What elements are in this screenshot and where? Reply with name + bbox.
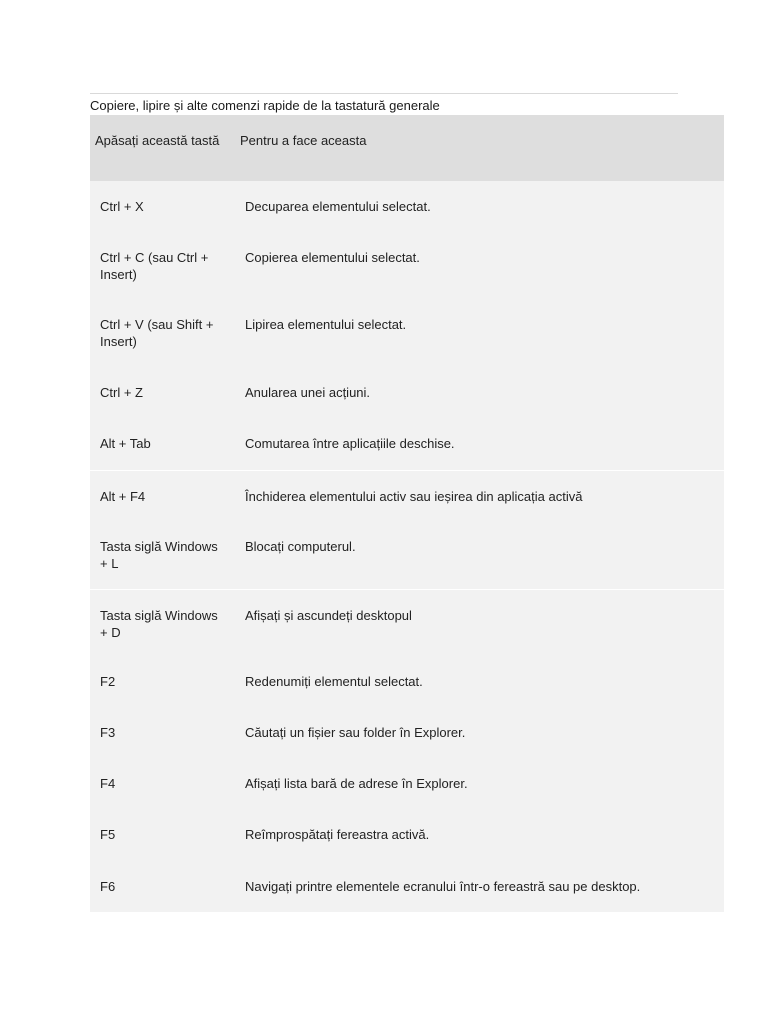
shortcut-action: Închiderea elementului activ sau ieșirea din aplicația activă [235,470,724,521]
shortcut-action: Redenumiți elementul selectat. [245,674,423,689]
table-row [90,181,724,232]
shortcut-table [90,115,724,912]
table-row [90,418,724,470]
shortcut-action: Anularea unei acțiuni. [245,385,371,400]
shortcut-action: Reîmprospătați fereastra activă. [245,827,430,842]
table-row [90,861,724,912]
table-row [90,367,724,418]
shortcut-key: F4 [100,776,116,791]
shortcut-action: Copierea elementului selectat. [245,250,420,265]
shortcut-key: Ctrl + Z [100,385,143,400]
shortcut-action: Blocați computerul. [245,539,356,554]
shortcut-action: Comutarea între aplicațiile deschise. [245,436,455,451]
table-row [90,299,724,367]
shortcut-key: F5 [100,827,116,842]
top-divider [90,93,678,94]
table-row [90,470,724,521]
header-action: Pentru a face aceasta [240,133,367,148]
table-row [90,656,724,707]
shortcut-key: Ctrl + V (sau Shift + Insert) [100,317,214,349]
table-row [90,707,724,758]
shortcut-key: Ctrl + C (sau Ctrl + Insert) [100,250,209,282]
shortcut-key: F6 [100,879,116,894]
shortcut-key: F3 [100,725,116,740]
shortcut-action: Lipirea elementului selectat. [245,317,407,332]
table-header-row [90,115,724,181]
table-caption: Copiere, lipire și alte comenzi rapide de la tastatură generale [90,98,440,113]
shortcut-action: Căutați un fișier sau folder în Explorer. [245,725,466,740]
shortcut-key: Ctrl + X [100,199,144,214]
shortcut-key: Alt + Tab [100,436,151,451]
table-row [90,589,724,656]
table-row [90,809,724,861]
shortcut-action: Decuparea elementului selectat. [245,199,431,214]
table-row [90,232,724,299]
shortcut-action: Navigați printre elementele ecranului într-o fereastră sau pe desktop. [245,879,641,894]
shortcut-key: Alt + F4 [90,470,235,521]
shortcut-key: Tasta siglă Windows + L [100,539,218,571]
shortcut-key: F2 [100,674,116,689]
shortcut-action: Afișați lista bară de adrese în Explorer. [245,776,468,791]
table-row [90,758,724,809]
table-row [90,521,724,589]
shortcut-key: Tasta siglă Windows + D [90,589,235,656]
shortcut-action: Afișați și ascundeți desktopul [235,589,724,656]
header-key: Apăsați această tastă [95,133,220,148]
